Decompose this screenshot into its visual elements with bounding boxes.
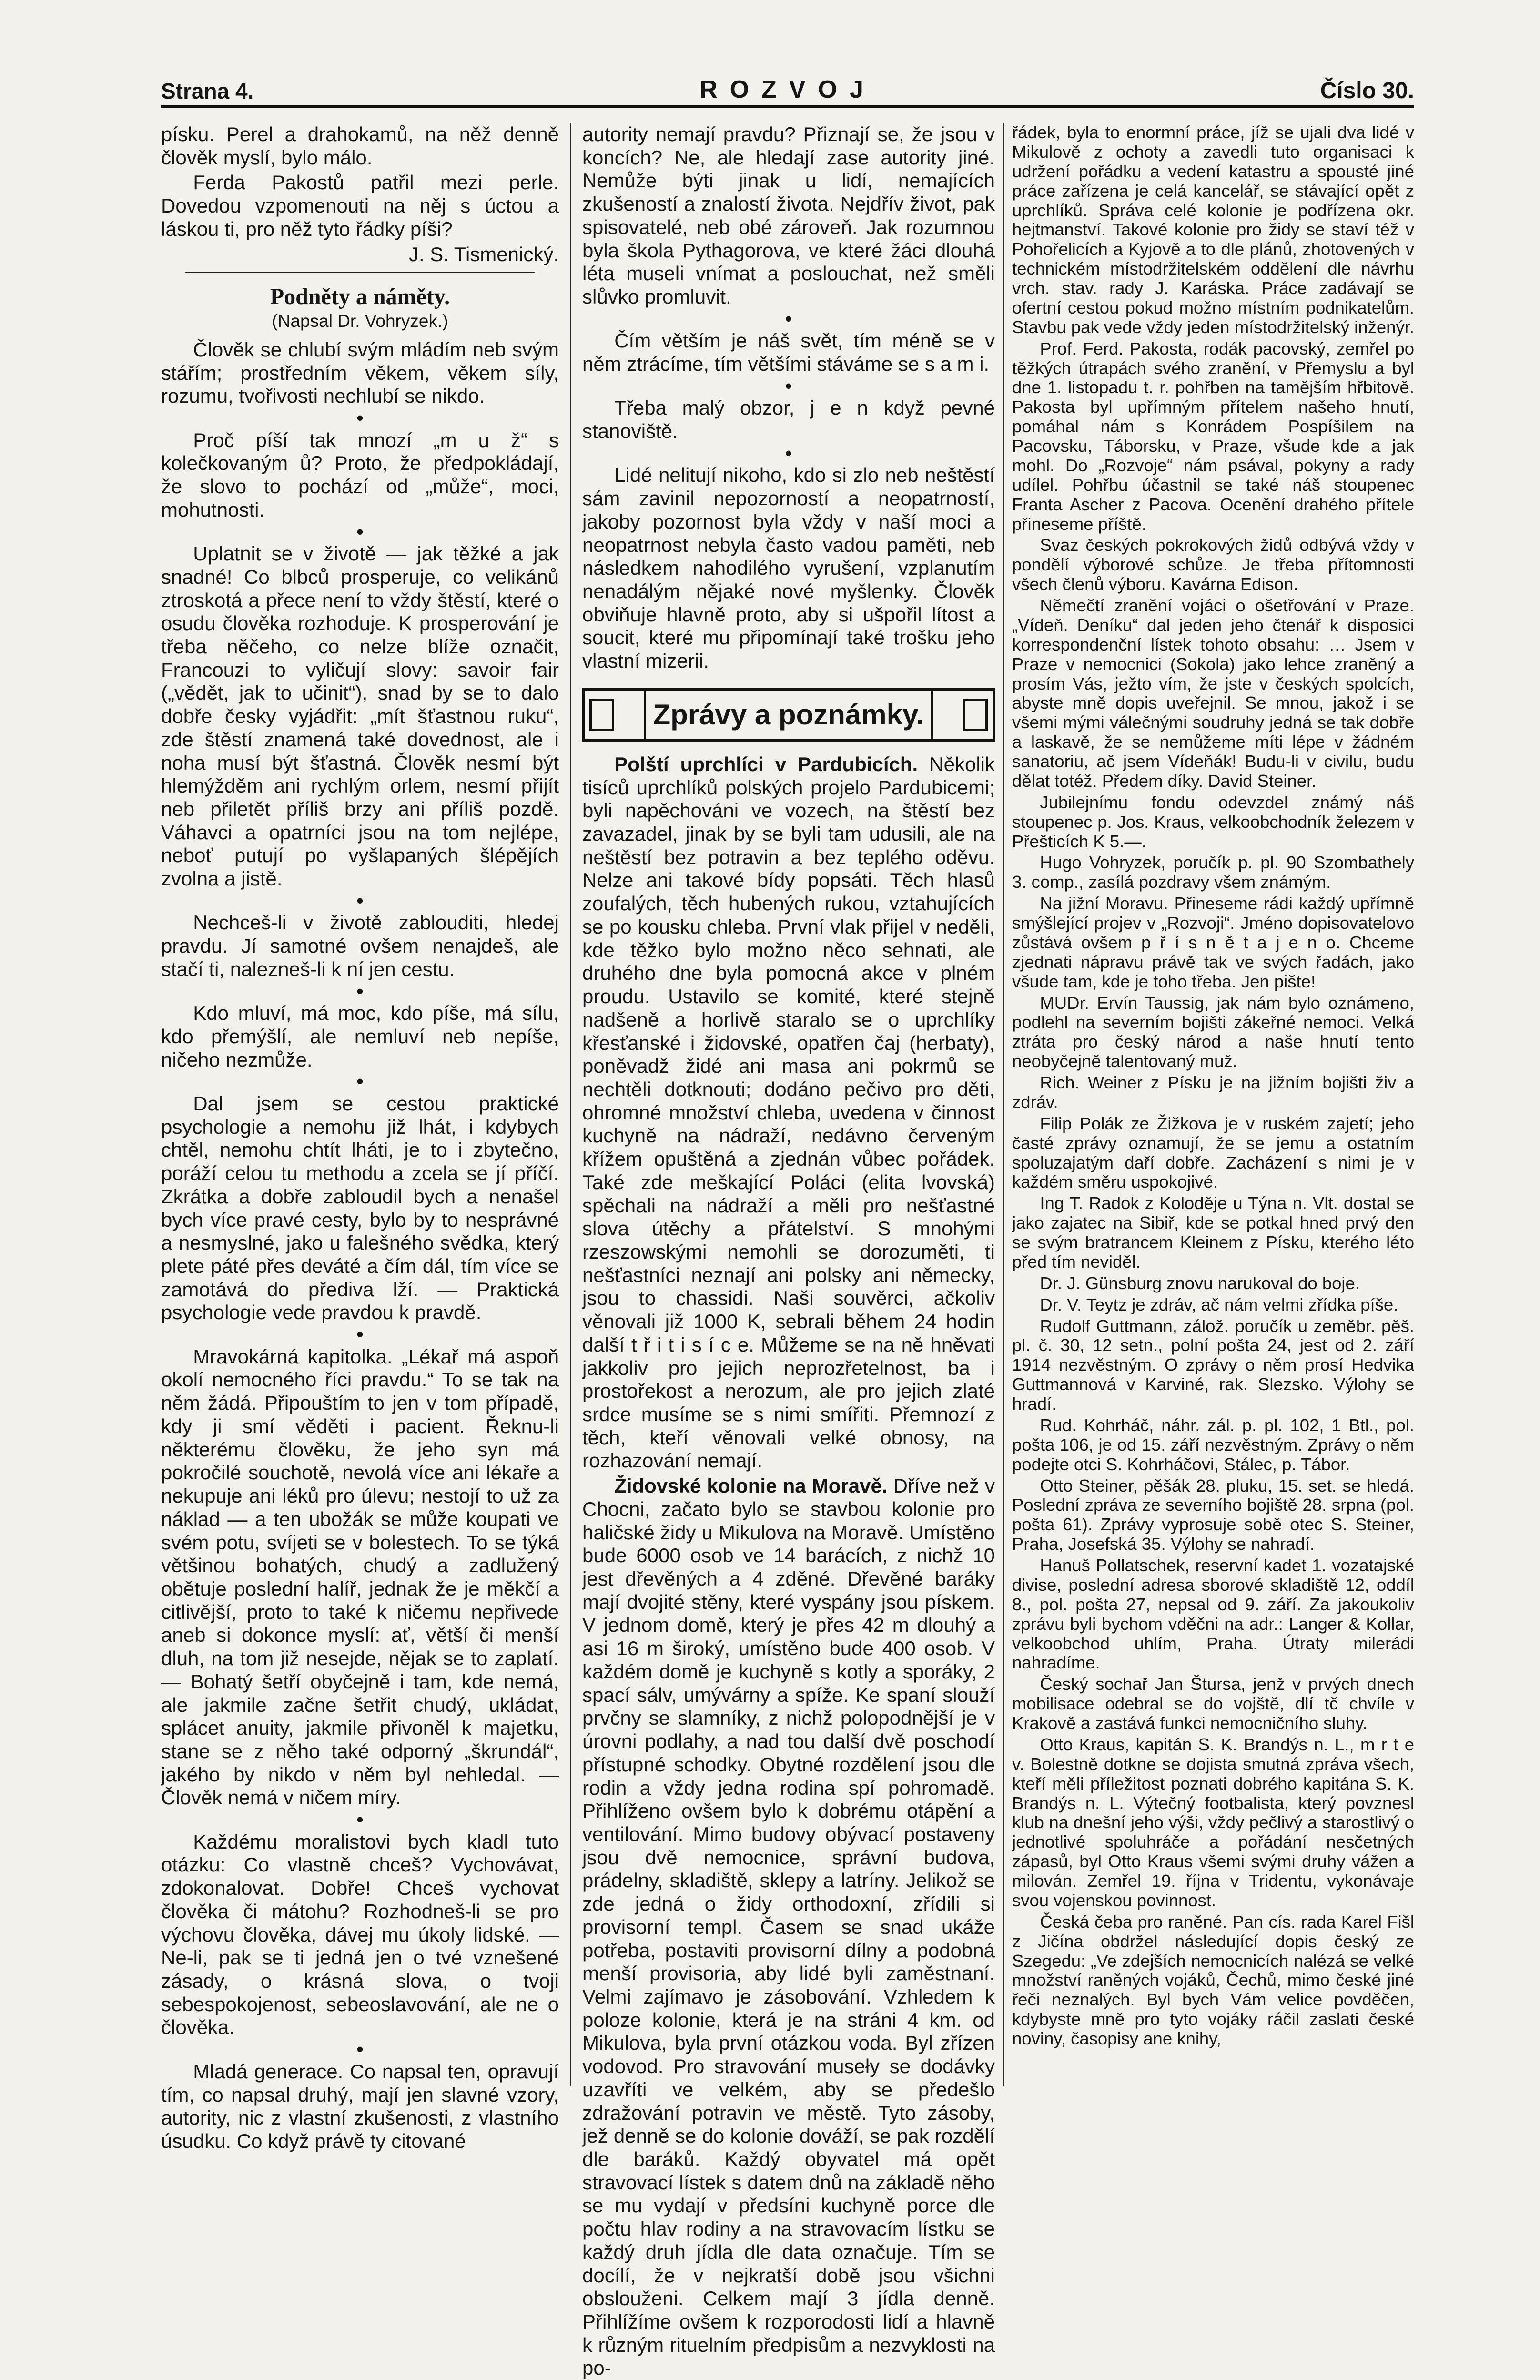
- separator-dot: •: [356, 1323, 364, 1346]
- article-paragraph: Lidé nelitují nikoho, kdo si zlo neb neštěstí sám zavinil nepozorností a neopatrností, jakoby pozornost byla vždy v naší moci a neopatrnost nebyla často vadou paměti, neb následkem nahodilého vyrušení, vzplanutím nenadálým nějaké nové myšlenky. Člověk obviňuje hlavně proto, aby si ušpořil lítost a soucit, které mu připomínají také trošku jeho vlastní mizerii.: [582, 464, 995, 672]
- separator-dot: •: [356, 1808, 364, 1831]
- news-paragraph: Rich. Weiner z Písku je na jižním bojišti živ a zdráv.: [1012, 1073, 1414, 1112]
- article-paragraph: Proč píší tak mnozí „m u ž“ s kolečkovaným ů? Proto, že předpokládají, že slovo to pochází od „může“, moci, mohutnosti.: [161, 428, 559, 521]
- news-item: [582, 1475, 995, 2380]
- news-paragraph: Otto Kraus, kapitán S. K. Brandýs n. L., m r t e v. Bolestně dotkne se dojista smutná zpráva všech, kteří měli příležitost poznati dobrého kapitána S. K. Brandýs n. L. Výtečný footbalista, který povznesl klub na dnešní jeho výši, vždy pečlivý a starostlivý o jednotlivé spoluhráče a pořádání nesčetných zápasů, byl Otto Kraus všemi svými druhy vážen a milován. Zemřel 19. října v Tridentu, vykonávaje svou vojenskou povinnost.: [1012, 1734, 1414, 1910]
- news-paragraph: Otto Steiner, pěšák 28. pluku, 15. set. se hledá. Poslední zpráva ze severního bojiště 28. srpna (pol. pošta 61). Zprávy vyprosuje sobě otec S. Steiner, Praha, Josefská 35. Výlohy se nahradí.: [1012, 1475, 1414, 1554]
- news-paragraph: Hanuš Pollatschek, reservní kadet 1. vozatajské divise, poslední adresa sborové skladiště 12, oddíl 8., pol. pošta 27, nepsal od 9. září. Za jakoukoliv zprávu byli bychom vděčni na adr.: Langer & Kollar, velkoobchod uhlím, Praha. Útraty milerádi nahradíme.: [1012, 1556, 1414, 1673]
- article-paragraph: Každému moralistovi bych kladl tuto otázku: Co vlastně chceš? Vychovávat, zdokonalovat. Dobře! Chceš vychovat člověka či mátohu? Rozhodneš-li se pro výchovu člověka, dávej mu úkoly lidské. — Ne-li, pak se ti jedná jen o tvé vznešené zásady, o krásná slova, o tvoji sebespokojenost, sebeoslavování, ale ne o člověka.: [161, 1830, 559, 2039]
- news-paragraph: Český sochař Jan Štursa, jenž v prvých dnech mobilisace odebral se do vojště, dlí tč chvíle v Krakově a zastává funkci nemocničního sluhy.: [1012, 1674, 1414, 1733]
- separator-dot: •: [356, 2038, 364, 2061]
- news-paragraph: Na jižní Moravu. Přineseme rádi každý upřímně smýšlející projev v „Rozvoji“. Jméno dopisovatelovo zůstává ovšem p ř í s n ě t a j e n o. Chceme zjednati nápravu právě tak ve svých řadách, jako všude tam, kde je toho třeba. Jen pište!: [1012, 894, 1414, 991]
- separator-dot: •: [356, 407, 364, 429]
- article-paragraph: autority nemají pravdu? Přiznají se, že jsou v koncích? Ne, ale hledají zase autority jiné. Nemůže býti jinak u lidí, nemajících zkušeností a znalostí života. Nejdřív život, pak spisovatelé, neb obé zároveň. Jak rozumnou byla škola Pythagorova, ve které žáci dlouhá léta museli vnímat a poslouchat, než směli slůvko promluvit.: [582, 123, 995, 308]
- news-paragraph: MUDr. Ervín Taussig, jak nám bylo oznámeno, podlehl na severním bojišti zákeřné nemoci. Velká ztráta pro český národ a naše hnutí tento neobyčejně talentovaný muž.: [1012, 993, 1414, 1071]
- news-item-lead: Židovské kolonie na Moravě.: [614, 1475, 888, 1497]
- news-item-lead: Polští uprchlíci v Pardubicích.: [614, 753, 918, 775]
- article-paragraph: Mladá generace. Co napsal ten, opravují tím, co napsal druhý, mají jen slavné vzory, autority, nic z vlastní zkušenosti, z vlastního úsudku. Co když právě ty citované: [161, 2060, 559, 2152]
- article-paragraph: Nechceš-li v životě zablouditi, hledej pravdu. Jí samotné ovšem nenajdeš, ale stačí ti, nalezneš-li k ní jen cestu.: [161, 911, 559, 980]
- news-paragraph: Česká čeba pro raněné. Pan cís. rada Karel Fišl z Jičína obdržel následující dopis český ze Szegedu: „Ve zdejších nemocnicích nalézá se velké množství raněných vojáků, Čechů, mimo české jiné řeči neznalých. Byl bych Vám velice povděčen, kdybyste mně pro tyto vojáky ráčil zaslati české noviny, časopisy ane knihy,: [1012, 1912, 1414, 2048]
- separator-dot: •: [785, 307, 792, 330]
- decorative-box-icon: [963, 699, 988, 731]
- decorative-box-icon: [589, 699, 614, 731]
- article-paragraph: Uplatnit se v životě — jak těžké a jak snadné! Co blbců prosperuje, co velikánů ztroskotá a přece není to vždy štěstí, které o osudu člověka rozhoduje. K prosperování je třeba něčeho, co nelze blíže označit, Francouzi to vyličují slovy: savoir fair („vědět, jak to učinit“), snad by se to dalo dobře česky vyjádřit: „mít šťastnou ruku“, zde štěstí znamená také dovednost, ale i noha musí být šťastná. Člověk nesmí být hlemýžděm ani rychlým orlem, nesmí přijít neb přiletět příliš brzy ani příliš pozdě. Váhavci a opatrníci jsou na tom nejlépe, neboť putují po vyšlapaných šlépějích zvolna a jistě.: [161, 542, 559, 890]
- news-paragraph: Rudolf Guttmann, zálož. poručík u zeměbr. pěš. pl. č. 30, 12 setn., polní pošta 24, jest od 2. září 1914 nezvěstným. O zprávy o něm prosí Hedvika Guttmannová v Karviné, rak. Slezsko. Výlohy se hradí.: [1012, 1316, 1414, 1414]
- article-title: Podněty a náměty.: [270, 284, 450, 310]
- news-item-text: Dříve než v Chocni, začato bylo se stavbou kolonie pro haličské židy u Mikulova na Moravě. Umístěno bude 6000 osob ve 14 barácích, z nichž 10 jest dřevěných a 4 zděné. Dřevěné baráky mají dvojité stěny, které vyspány jsou pískem. V jednom domě, který je přes 42 m dlouhý a asi 16 m široký, umístěno bude 400 osob. V každém domě je kuchyně s kotly a sporáky, 2 spací sálv, umývárny a spíže. Ke spaní slouží prvčny se slamníky, z nichž polopodnější je v úrovni podlahy, a nad tou další dvě poschodí přístupné schodky. Obytné rozdělení jsou dle rodin a vždy jedna rodina spí pohromadě. Přihlíženo ovšem bylo k dobrému otápění a ventilování. Mimo budovy obývací postaveny jsou dvě nemocnice, správní budova, prádelny, skladiště, sklepy a latríny. Jelikož se zde jedná o židy orthodoxní, zřídili si provisorní templ. Časem se snad ukáže potřeba, postaviti provisorní dílny a podobná menší provisoria, aby lidé byli zaměstnaní. Velmi zajímavo je zásobování. Vzhledem k poloze kolonie, která je na stráni 4 km. od Mikulova, byla první otázkou voda. Byl zřízen vodovod. Pro stravování museły se dodávky uzavříti ve velkém, aby se předešlo zdražování potravin ve městě. Tyto zásoby, jež denně se do kolonie dováží, se pak rozdělí dle baráků. Každý obyvatel má opět stravovací lístek s datem dnů na základě něho se mu vydají v předsíni kuchyně porce dle počtu hlav rodiny a na stravovacím lístku se každý druh jídla dle data označuje. Tím se docílí, že v nejkratší době jsou všichni obslouženi. Celkem mají 3 jídla denně. Přihlížíme ovšem k rozporodosti lidí a hlavně k různým rituelním předpisům a nezvyklosti na po-: [582, 1475, 995, 2380]
- divider: [185, 272, 535, 273]
- intro-paragraph: Ferda Pakostů patřil mezi perle. Dovedou vzpomenouti na něj s úctou a láskou ti, pro něž tyto řádky píši?: [161, 171, 559, 240]
- issue-number: Číslo 30.: [1320, 78, 1414, 103]
- page-number: Strana 4.: [161, 79, 254, 103]
- newspaper-title: ROZVOJ: [699, 76, 876, 103]
- intro-paragraph: písku. Perel a drahokamů, na něž denně člověk myslí, bylo málo.: [161, 123, 559, 169]
- news-paragraph: Prof. Ferd. Pakosta, rodák pacovský, zemřel po těžkých útrapách svého zranění, v Přemyslu a byl dne 1. listopadu t. r. pohřben na tamějším hřbitově. Pakosta byl upřímným přítelem našeho hnutí, pomáhal nám s Konrádem Pospíšilem na Pacovsku, Táborsku, v Praze, všude kde a jak mohl. Do „Rozvoje“ nám psával, pokyny a rady udílel. Pohřbu účastnil se také náš stoupenec Franta Ascher z Pacova. Ocenění drahého přítele přineseme příště.: [1012, 338, 1414, 534]
- column-2: [582, 123, 995, 2380]
- section-header-box: [582, 688, 995, 742]
- separator-dot: •: [785, 374, 792, 397]
- separator-dot: •: [356, 889, 364, 912]
- news-paragraph: Dr. V. Teytz je zdráv, ač nám velmi zřídka píše.: [1040, 1294, 1398, 1314]
- article-paragraph: Čím větším je náš svět, tím méně se v něm ztrácíme, tím většími stáváme se s a m i.: [582, 329, 995, 376]
- article-paragraph: Kdo mluví, má moc, kdo píše, má sílu, kdo přemýšlí, ale nemluví neb nepíše, ničeho nezmůže.: [161, 1002, 559, 1071]
- column-3: [1012, 123, 1414, 2091]
- news-item-text: Několik tisíců uprchlíků polských projelo Pardubicemi; byli napěchováni ve vozech, na štěstí bez zavazadel, jinak by se byli tam udusili, ale na neštěstí bez potravin a bez teplého oděvu. Nelze ani takové bídy popsáti. Těch hlasů zoufalých, těch hubených rukou, vztahujících se po kousku chleba. První vlak přijel v neděli, kde těžko bylo možno něco sehnati, ale druhého dne byla pomocná akce v plném proudu. Ustavilo se komité, které stejně nadšeně a horlivě staralo se o uprchlíky křesťanské i židovské, opatřen čaj (herbaty), poněvadž židé ani masa ani pokrmů se nechtěli dotknouti; dodáno pečivo pro děti, ohromné množství chleba, uvedena v činnost kuchyně na nádraží, nedávno červeným křížem opuštěná a zjednán vůbec pořádek. Také zde meškající Poláci (elita lvovská) spěchali na nádraží a měli pro nešťastné slova útěchy a přátelství. S mnohými rzeszowskými nemohli se dorozuměti, ti nešťastníci neznají ani polsky ani německy, jsou to chassidi. Naši souvěrci, ačkoliv věnovali již 1000 K, sebrali během 24 hodin další t ř i t i s í c e. Můžeme se na ně hněvati jakkoliv pro jejich neprozřetelnost, ba i prostořekost a nerozum, ale pro jejich zlaté srdce musíme se s nimi smířiti. Přemnozí z těch, kteří věnovali velké obnosy, na rozhazování nemají.: [582, 753, 995, 1472]
- news-paragraph: řádek, byla to enormní práce, jíž se ujali dva lidé v Mikulově z ochoty a zavedli tuto organisaci k udržení pořádku a vedení katastru a spousté jiné práce zařízena je celá kancelář, se stávající opět z uprchlíků. Správa celé kolonie je podřízena okr. hejtmanství. Takové kolonie pro židy se staví též v Pohořelicích a Kyjově a to dle plánů, zhotovených v technickém místodržitelském oddělení dle návrhu vrch. stav. rady J. Karáska. Práce zadávají se ofertní cestou pokud možno místním podnikatelům. Stavbu pak vede vždy jeden místodržitelský inženýr.: [1012, 122, 1414, 337]
- article-byline: (Napsal Dr. Vohryzek.): [272, 311, 448, 331]
- column-1: [161, 123, 559, 2152]
- news-paragraph: Rud. Kohrháč, náhr. zál. p. pl. 102, 1 Btl., pol. pošta 106, je od 15. září nezvěstným. Zprávy o něm podejte otci S. Kohrháčovi, Stálec, p. Tábor.: [1012, 1415, 1414, 1474]
- separator-dot: •: [356, 520, 364, 543]
- news-paragraph: Jubilejnímu fondu odevzdel známý náš stoupenec p. Jos. Kraus, velkoobchodník železem v Přešticích K 5.—.: [1012, 792, 1414, 851]
- article-paragraph: Mravokárná kapitolka. „Lékař má aspoň okolí nemocného říci pravdu.“ To se tak na něm žádá. Připouštím to jen v tom případě, kdy ji smí věděti i pacient. Řeknu-li některému člověku, že jeho syn má pokročilé souchotě, nevolá více ani lékaře a nekupuje ani léků pro úlevu; nestojí to už za náklad — a ten ubožák se může koupati ve svém potu, svíjeti se v bolestech. To se týká většinou bohatých, chudý a zadlužený obětuje poslední halíř, jednak že je měkčí a citlivější, proto to také k ničemu nepřivede aneb si dokonce myslí: ať, větší či menší dluh, na tom již nesejde, nějak se to zaplatí. — Bohatý šetří obyčejně i tam, kde nemá, ale jakmile začne šetřit chudý, ukládat, splácet anuity, jakmile přivoněl k majetku, stane se z něho také odporný „škrundál“, jakého by nikdo v něm byl nehledal. — Člověk nemá v ničem míry.: [161, 1345, 559, 1809]
- news-item: [582, 753, 995, 1473]
- news-paragraph: Filip Polák ze Žižkova je v ruském zajetí; jeho časté zprávy oznamují, že se jemu a ostatním spoluzajatým daří dobře. Zacházení s nimi je v každém směru uspokojivé.: [1012, 1113, 1414, 1192]
- column-divider-1: [570, 123, 571, 2086]
- news-paragraph: Ing T. Radok z Koloděje u Týna n. Vlt. dostal se jako zajatec na Sibiř, kde se potkal hned prvý den se svým bratrancem Kleinem z Písku, kterého léto před tím neviděl.: [1012, 1193, 1414, 1271]
- news-paragraph: Němečtí zranění vojáci o ošetřování v Praze. „Vídeň. Deníku“ dal jeden jeho čtenář k disposici korrespondenční lístek tohoto obsahu: … Jsem v Praze v nemocnici (Sokola) jako lehce zraněný a prosím Vás, ježto vím, že jste v českých spolcích, abyste mně dopis uveřejnil. Se mnou, jakož i se všemi mými válečnými soudruhy jedná se tak dobře a laskavě, že se nemůžeme míti lépe v žádném sanatoriu, ač jsem Vídeňák! Budu-li v civilu, budu dělat totéž. Předem díky. David Steiner.: [1012, 596, 1414, 791]
- news-paragraph: Svaz českých pokrokových židů odbývá vždy v pondělí výborové schůze. Je třeba přítomnosti všech členů výboru. Kavárna Edison.: [1012, 535, 1414, 594]
- article-paragraph: Třeba malý obzor, j e n když pevné stanoviště.: [582, 397, 995, 443]
- separator-dot: •: [356, 1070, 364, 1093]
- news-paragraph: Dr. J. Günsburg znovu narukoval do boje.: [1040, 1273, 1360, 1293]
- article-paragraph: Člověk se chlubí svým mládím neb svým stářím; prostředním věkem, věkem síly, rozumu, tvořivosti nechlubí se nikdo.: [161, 338, 559, 407]
- page-header: [161, 72, 1414, 108]
- news-paragraph: Hugo Vohryzek, poručík p. pl. 90 Szombathely 3. comp., zasílá pozdravy všem známým.: [1012, 853, 1414, 892]
- separator-dot: •: [785, 441, 792, 464]
- article-paragraph: Dal jsem se cestou praktické psychologie a nemohu již lhát, i kdybych chtěl, nemohu chtít lháti, je to i zbytečno, poráží celou tu methodu a zcela se jí příčí. Zkrátka a dobře zabloudil bych a nenašel bych více pravé cesty, bylo by to nesprávné a nesmyslné, jako u falešného svědka, který plete páté přes deváté a čím dál, tím více se zamotává do přediva lží. — Praktická psychologie vede pravdou k pravdě.: [161, 1092, 559, 1324]
- intro-signature: J. S. Tismenický.: [408, 243, 559, 265]
- section-title: Zprávy a poznámky.: [644, 691, 932, 739]
- column-divider-2: [1003, 123, 1004, 2086]
- separator-dot: •: [356, 979, 364, 1002]
